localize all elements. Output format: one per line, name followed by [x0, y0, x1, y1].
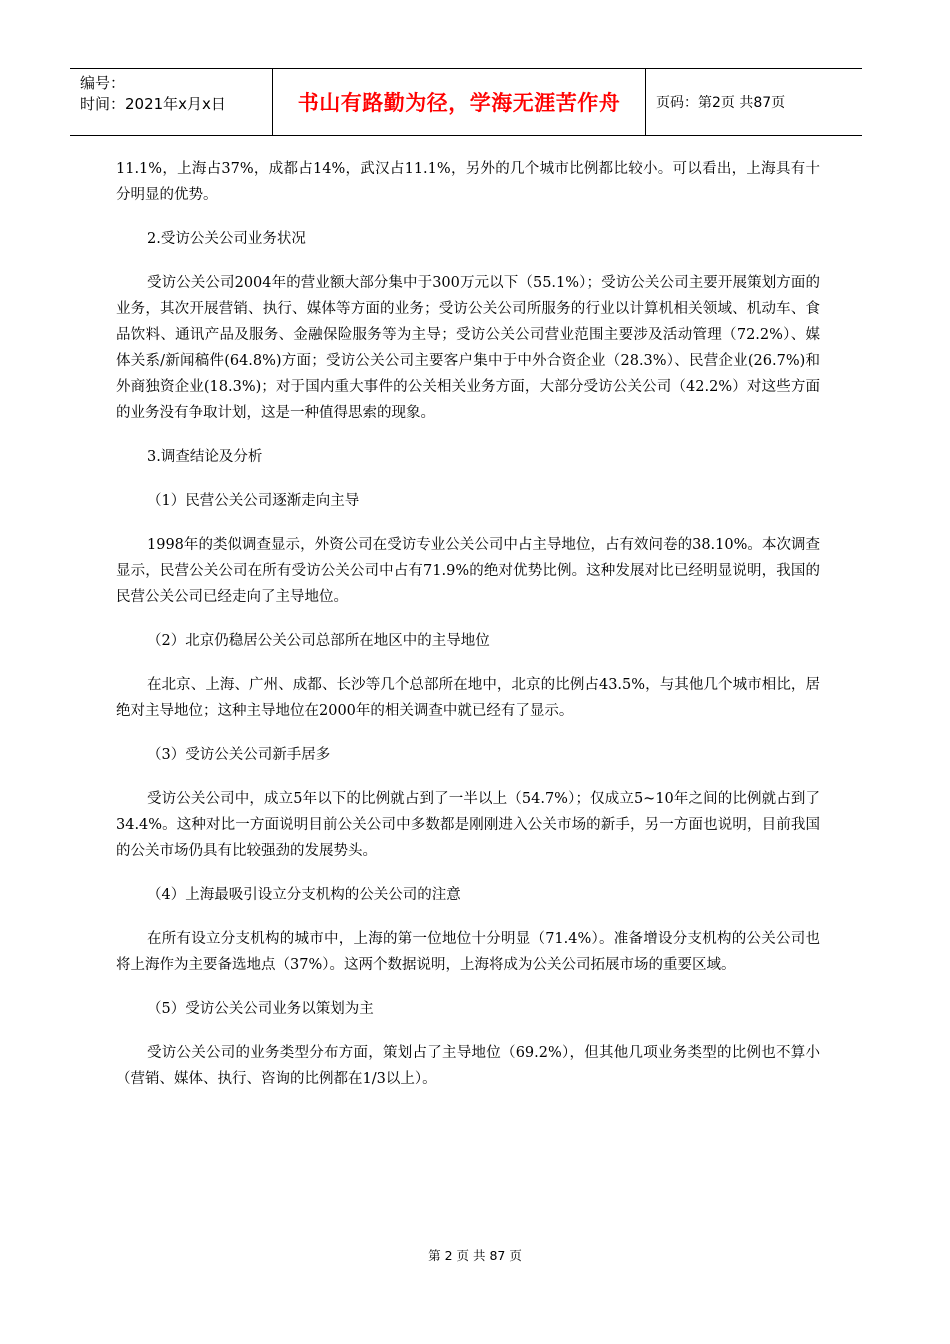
subsection-heading: （5）受访公关公司业务以策划为主: [147, 1001, 374, 1017]
paragraph: 1998年的类似调查显示，外资公司在受访专业公关公司中占主导地位，占有效问卷的38.10%。本次调查显示，民营公关公司在所有受访公关公司中占有71.9%的绝对优势比例。这种发展对比已经明显说明，我国的民营公关公司已经走向了主导地位。: [116, 537, 820, 605]
paragraph: 在所有设立分支机构的城市中，上海的第一位地位十分明显（71.4%）。准备增设分支机构的公关公司也将上海作为主要备选地点（37%）。这两个数据说明，上海将成为公关公司拓展市场的重要区域。: [116, 931, 820, 973]
paragraph: 11.1%，上海占37%，成都占14%，武汉占11.1%，另外的几个城市比例都比较小。可以看出，上海具有十分明显的优势。: [116, 161, 820, 203]
paragraph: 在北京、上海、广州、成都、长沙等几个总部所在地中，北京的比例占43.5%，与其他几个城市相比，居绝对主导地位；这种主导地位在2000年的相关调查中就已经有了显示。: [116, 677, 820, 719]
subsection-heading: （1）民营公关公司逐渐走向主导: [147, 493, 360, 509]
page-header: [70, 68, 862, 136]
subsection-heading: （2）北京仍稳居公关公司总部所在地区中的主导地位: [147, 633, 490, 649]
header-page-info: 页码：第2页 共87页: [656, 95, 786, 111]
header-motto: 书山有路勤为径，学海无涯苦作舟: [273, 69, 646, 135]
document-number-label: 编号：: [80, 74, 126, 92]
section-heading: 2.受访公关公司业务状况: [147, 231, 306, 247]
paragraph: 受访公关公司2004年的营业额大部分集中于300万元以下（55.1%）；受访公关公司主要开展策划方面的业务，其次开展营销、执行、媒体等方面的业务；受访公关公司所服务的行业以计算机相关领域、机动车、食品饮料、通讯产品及服务、金融保险服务等为主导；受访公关公司营业范围主要涉及活动管理（72.2%）、媒体关系/新闻稿件(64.8%)方面；受访公关公司主要客户集中于中外合资企业（28.3%）、民营企业(26.7%)和外商独资企业(18.3%)；对于国内重大事件的公关相关业务方面，大部分受访公关公司（42.2%）对这些方面的业务没有争取计划，这是一种值得思索的现象。: [116, 275, 820, 421]
section-heading: 3.调查结论及分析: [147, 449, 263, 465]
paragraph: 受访公关公司的业务类型分布方面，策划占了主导地位（69.2%），但其他几项业务类型的比例也不算小（营销、媒体、执行、咨询的比例都在1/3以上）。: [116, 1045, 820, 1087]
header-meta: [70, 69, 273, 135]
document-time-label: 时间：2021年x月x日: [80, 95, 226, 113]
subsection-heading: （3）受访公关公司新手居多: [147, 747, 331, 763]
page-footer: 第 2 页 共 87 页: [428, 1248, 522, 1263]
subsection-heading: （4）上海最吸引设立分支机构的公关公司的注意: [147, 887, 461, 903]
document-body: [116, 156, 820, 1092]
paragraph: 受访公关公司中，成立5年以下的比例就占到了一半以上（54.7%）；仅成立5~10年之间的比例就占到了34.4%。这种对比一方面说明目前公关公司中多数都是刚刚进入公关市场的新手，另一方面也说明，目前我国的公关市场仍具有比较强劲的发展势头。: [116, 791, 820, 859]
